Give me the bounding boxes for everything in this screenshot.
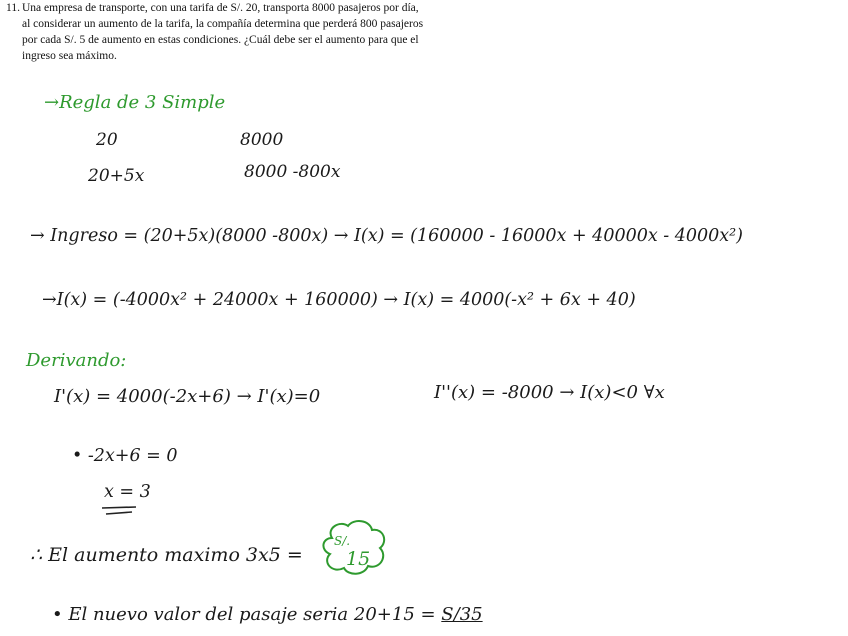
solution-underline bbox=[100, 504, 140, 518]
problem-number: 11. bbox=[6, 2, 20, 14]
final-value: S/35 bbox=[441, 604, 483, 625]
conclusion-line bbox=[30, 544, 303, 566]
conclusion-text: ∴ El aumento maximo 3x5 = bbox=[30, 544, 303, 566]
conclusion-currency: S/. bbox=[334, 534, 351, 548]
row1-left: 20 bbox=[96, 130, 118, 150]
ingreso-line: → Ingreso = (20+5x)(8000 -800x) → I(x) = (160000 - 16000x + 40000x - 4000x²) bbox=[30, 226, 744, 246]
second-derivative: I''(x) = -8000 → I(x)<0 ∀x bbox=[434, 382, 665, 403]
derivando-heading: Derivando: bbox=[26, 350, 127, 371]
final-text: • El nuevo valor del pasaje seria 20+15 = bbox=[52, 604, 442, 625]
problem-statement bbox=[6, 0, 426, 64]
first-derivative: I'(x) = 4000(-2x+6) → I'(x)=0 bbox=[54, 386, 321, 407]
final-line bbox=[52, 604, 483, 625]
equation-set-zero: • -2x+6 = 0 bbox=[72, 446, 178, 466]
solution-x: x = 3 bbox=[104, 482, 151, 502]
conclusion-value: 15 bbox=[346, 548, 371, 570]
row2-right: 8000 -800x bbox=[244, 162, 341, 182]
regla-heading: →Regla de 3 Simple bbox=[44, 92, 226, 113]
ix-line: →I(x) = (-4000x² + 24000x + 160000) → I(x) = 4000(-x² + 6x + 40) bbox=[42, 290, 636, 310]
row2-left: 20+5x bbox=[88, 166, 145, 186]
row1-right: 8000 bbox=[240, 130, 284, 150]
problem-text: Una empresa de transporte, con una tarifa de S/. 20, transporta 8000 pasajeros por día, al considerar un aumento de la tarifa, la compañía determina que perderá 800 pasajeros por cada S/. 5 de aumento en estas condiciones. ¿Cuál debe ser el aumento para que el ingreso sea máximo. bbox=[22, 2, 424, 62]
